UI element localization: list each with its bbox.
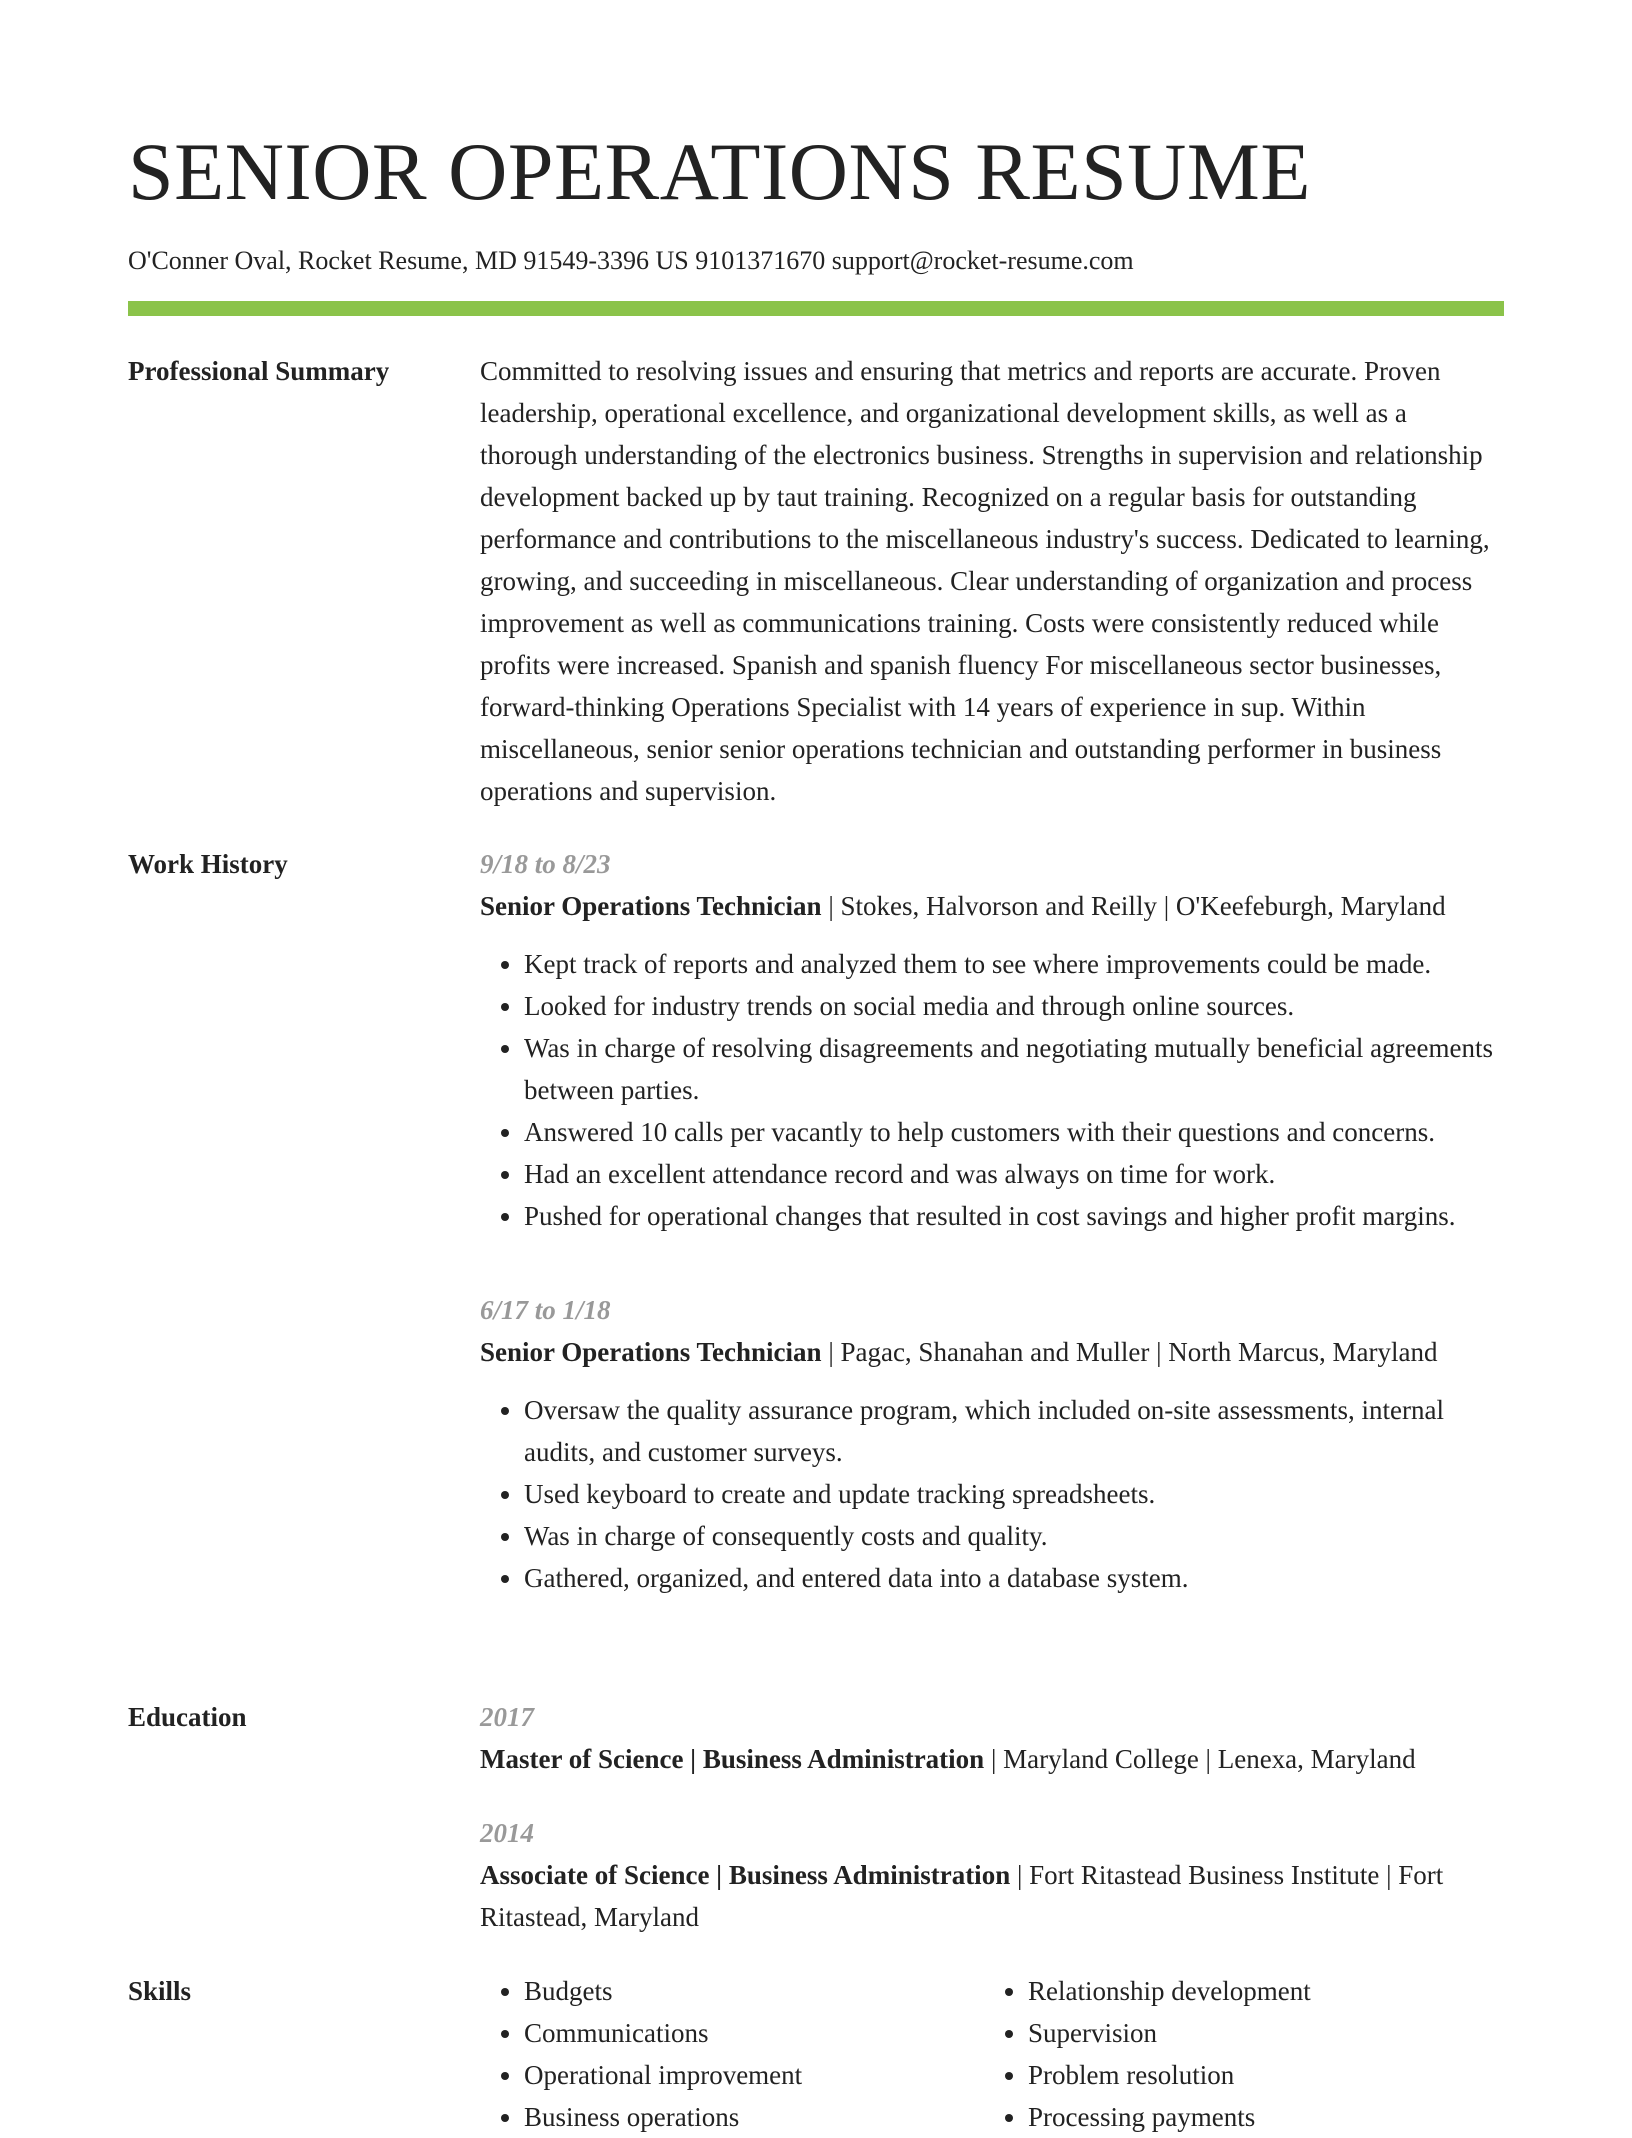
resume-page bbox=[128, 0, 1504, 2132]
skills-section bbox=[128, 1970, 1504, 2138]
contact-line: O'Conner Oval, Rocket Resume, MD 91549-3396 US 9101371670 support@rocket-resume.com bbox=[128, 246, 1134, 275]
education-body bbox=[480, 1696, 1504, 1938]
list-item: • Used keyboard to create and update tracking spreadsheets. bbox=[524, 1473, 1504, 1515]
education-details: | Fort Ritastead Business Institute | Fort Ritastead, Maryland bbox=[480, 1860, 1444, 1932]
summary-text: Committed to resolving issues and ensuring that metrics and reports are accurate. Proven leadership, operational excellence, and organizational development skills, as well as a thorough understanding of the electronics business. Strengths in supervision and relationship development backed up by taut training. Recognized on a regular basis for outstanding performance and contributions to the miscellaneous industry's success. Dedicated to learning, growing, and succeeding in miscellaneous. Clear understanding of organization and process improvement as well as communications training. Costs were consistently reduced while profits were increased. Spanish and spanish fluency For miscellaneous sector businesses, forward-thinking Operations Specialist with 14 years of experience in sup. Within miscellaneous, senior senior operations technician and outstanding performer in business operations and supervision. bbox=[480, 356, 1490, 806]
education-details: | Maryland College | Lenexa, Maryland bbox=[984, 1744, 1416, 1774]
list-item: • Kept track of reports and analyzed them to see where improvements could be made. bbox=[524, 943, 1504, 985]
summary-section bbox=[128, 350, 1504, 812]
work-history-section bbox=[128, 843, 1504, 1599]
job-details: | Pagac, Shanahan and Muller | North Marcus, Maryland bbox=[821, 1337, 1438, 1367]
header-divider bbox=[128, 301, 1504, 316]
skills-list-left bbox=[480, 1970, 984, 2138]
list-item: • Was in charge of resolving disagreements and negotiating mutually beneficial agreements between parties. bbox=[524, 1027, 1504, 1111]
skills-columns bbox=[480, 1970, 1504, 2138]
education-entry bbox=[480, 1812, 1504, 1938]
work-history-body bbox=[480, 843, 1504, 1599]
education-heading bbox=[480, 1854, 1504, 1938]
job-title: Senior Operations Technician bbox=[480, 1337, 822, 1367]
job-heading bbox=[480, 885, 1504, 927]
skill-item: • Processing payments bbox=[1028, 2096, 1488, 2138]
job-title: Senior Operations Technician bbox=[480, 891, 822, 921]
job-heading bbox=[480, 1331, 1504, 1373]
work-history-label: Work History bbox=[128, 849, 288, 879]
education-year: 2014 bbox=[480, 1818, 534, 1848]
page-title: SENIOR OPERATIONS RESUME bbox=[128, 126, 1311, 217]
list-item: • Pushed for operational changes that resulted in cost savings and higher profit margins. bbox=[524, 1195, 1504, 1237]
skill-item: • Budgets bbox=[524, 1970, 984, 2012]
list-item: • Looked for industry trends on social media and through online sources. bbox=[524, 985, 1504, 1027]
skill-item: • Operational improvement bbox=[524, 2054, 984, 2096]
degree-title: Master of Science | Business Administration bbox=[480, 1744, 985, 1774]
education-year: 2017 bbox=[480, 1702, 534, 1732]
skill-item: • Business operations bbox=[524, 2096, 984, 2138]
skills-label: Skills bbox=[128, 1976, 192, 2006]
job-entry bbox=[480, 1289, 1504, 1599]
education-label: Education bbox=[128, 1702, 247, 1732]
job-bullets bbox=[480, 943, 1504, 1237]
list-item: • Oversaw the quality assurance program, which included on-site assessments, internal audits, and customer surveys. bbox=[524, 1389, 1504, 1473]
summary-label: Professional Summary bbox=[128, 356, 390, 386]
education-section bbox=[128, 1696, 1504, 1938]
job-entry bbox=[480, 843, 1504, 1237]
skill-item: • Relationship development bbox=[1028, 1970, 1488, 2012]
list-item: • Answered 10 calls per vacantly to help customers with their questions and concerns. bbox=[524, 1111, 1504, 1153]
skill-item: • Supervision bbox=[1028, 2012, 1488, 2054]
skills-body bbox=[480, 1970, 1504, 2138]
skill-item: • Communications bbox=[524, 2012, 984, 2054]
list-item: • Gathered, organized, and entered data into a database system. bbox=[524, 1557, 1504, 1599]
degree-title: Associate of Science | Business Administration bbox=[480, 1860, 1011, 1890]
list-item: • Had an excellent attendance record and was always on time for work. bbox=[524, 1153, 1504, 1195]
job-details: | Stokes, Halvorson and Reilly | O'Keefeburgh, Maryland bbox=[821, 891, 1446, 921]
job-dates: 9/18 to 8/23 bbox=[480, 849, 611, 879]
skill-item: • Problem resolution bbox=[1028, 2054, 1488, 2096]
list-item: • Was in charge of consequently costs and quality. bbox=[524, 1515, 1504, 1557]
education-heading bbox=[480, 1738, 1504, 1780]
education-entry bbox=[480, 1696, 1504, 1780]
job-dates: 6/17 to 1/18 bbox=[480, 1295, 611, 1325]
skills-list-right bbox=[984, 1970, 1488, 2138]
job-bullets bbox=[480, 1389, 1504, 1599]
